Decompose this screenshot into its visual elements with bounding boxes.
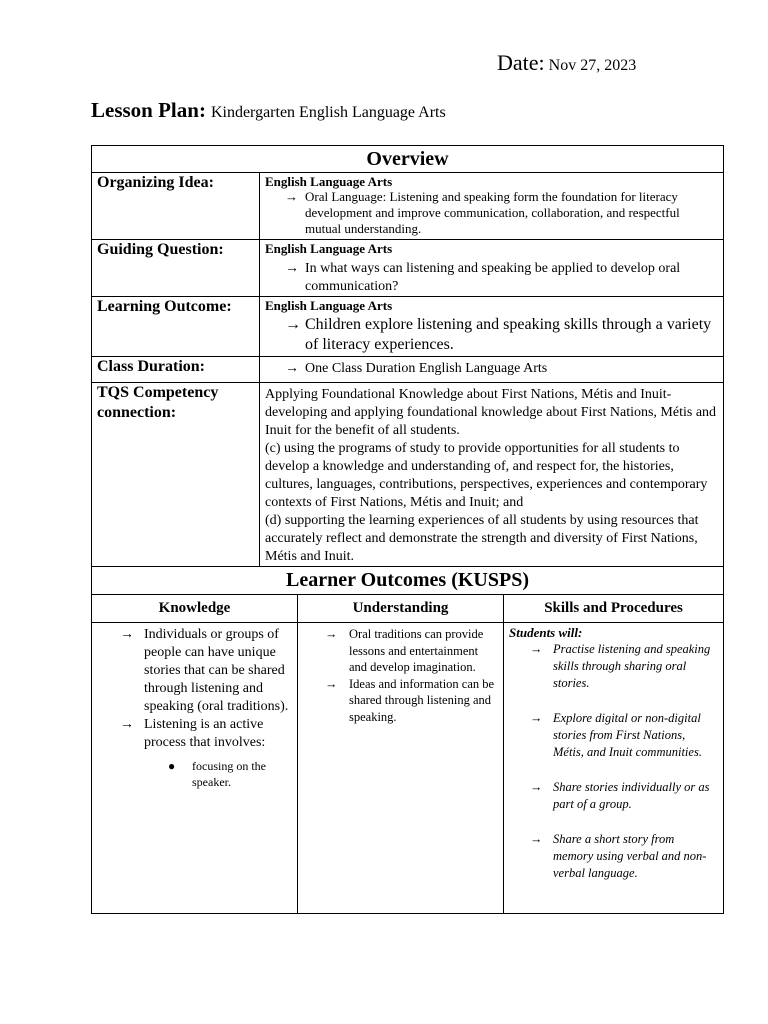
- lesson-plan-title: [91, 98, 446, 123]
- kusps-table: [91, 566, 724, 914]
- tqs-cell: [260, 383, 724, 567]
- kusps-heading: Learner Outcomes (KUSPS): [92, 567, 724, 595]
- students-will-label: Students will:: [509, 625, 583, 640]
- learning-outcome-subject: English Language Arts: [265, 298, 393, 313]
- list-item-text: Oral traditions can provide lessons and entertainment and develop imagination.: [349, 627, 484, 674]
- learning-outcome-item: [285, 315, 718, 355]
- learning-outcome-cell: [260, 297, 724, 357]
- list-item-text: Practise listening and speaking skills through sharing oral stories.: [553, 642, 711, 690]
- organizing-idea-item: [285, 189, 718, 237]
- list-item-text: Share a short story from memory using verbal and non-verbal language.: [553, 832, 707, 880]
- class-duration-item: [285, 360, 718, 378]
- arrow-icon: →: [530, 711, 543, 725]
- learning-outcome-label: Learning Outcome:: [92, 297, 260, 357]
- list-item-text: Ideas and information can be shared through listening and speaking.: [349, 676, 495, 724]
- tqs-label: TQS Competency connection:: [92, 383, 260, 567]
- skills-cell: [504, 623, 724, 914]
- arrow-icon: →: [285, 361, 299, 376]
- lesson-plan-label: Lesson Plan:: [91, 98, 206, 122]
- arrow-icon: →: [120, 717, 134, 732]
- organizing-idea-text: Oral Language: Listening and speaking form the foundation for literacy development and improve communication, collaboration, and respectful mutual understanding.: [305, 189, 680, 236]
- arrow-icon: →: [285, 189, 298, 204]
- list-item: [325, 676, 497, 726]
- lesson-plan-subject: Kindergarten English Language Arts: [210, 104, 446, 121]
- overview-table: [91, 145, 724, 567]
- bullet-icon: ●: [168, 759, 176, 773]
- class-duration-text: One Class Duration English Language Arts: [305, 361, 548, 376]
- understanding-cell: [298, 623, 504, 914]
- arrow-icon: →: [530, 832, 543, 846]
- guiding-question-cell: [260, 240, 724, 297]
- guiding-question-item: [285, 260, 718, 296]
- organizing-idea-subject: English Language Arts: [265, 174, 393, 189]
- arrow-icon: →: [285, 261, 299, 276]
- arrow-icon: →: [530, 642, 543, 656]
- list-item-text: Share stories individually or as part of a group.: [553, 780, 710, 811]
- date-line: [497, 50, 636, 76]
- list-item: [530, 779, 717, 813]
- date-label: Date:: [497, 50, 545, 75]
- list-item: [325, 626, 497, 676]
- organizing-idea-label: Organizing Idea:: [92, 173, 260, 240]
- tqs-paragraph: (d) supporting the learning experiences of all students by using resources that accurately reflect and demonstrate the strength and diversity of First Nations, Métis and Inuit.: [265, 513, 699, 564]
- list-item-text: Explore digital or non-digital stories from First Nations, Métis, and Inuit communities.: [553, 711, 702, 759]
- arrow-icon: →: [325, 627, 338, 641]
- guiding-question-subject: English Language Arts: [265, 241, 393, 256]
- arrow-icon: →: [120, 627, 134, 642]
- list-item: [120, 626, 291, 716]
- list-item: [530, 641, 717, 692]
- arrow-icon: →: [530, 780, 543, 794]
- learning-outcome-text: Children explore listening and speaking skills through a variety of literacy experiences.: [305, 316, 712, 353]
- tqs-paragraph: (c) using the programs of study to provide opportunities for all students to develop a knowledge and understanding of, and respect for, the histories, cultures, languages, contributions, perspectives, experiences and contemporary contexts of First Nations, Métis and Inuit; and: [265, 441, 708, 510]
- class-duration-label: Class Duration:: [92, 357, 260, 383]
- column-header-skills: Skills and Procedures: [504, 595, 724, 623]
- organizing-idea-cell: [260, 173, 724, 240]
- date-value: Nov 27, 2023: [548, 57, 637, 74]
- guiding-question-text: In what ways can listening and speaking be applied to develop oral communication?: [305, 261, 681, 294]
- knowledge-cell: [92, 623, 298, 914]
- list-item-text: Individuals or groups of people can have unique stories that can be shared through listening and speaking (oral traditions).: [144, 627, 289, 714]
- list-item: [530, 710, 717, 761]
- list-item-text: Listening is an active process that involves:: [144, 717, 266, 750]
- tqs-paragraph: Applying Foundational Knowledge about First Nations, Métis and Inuit- developing and applying foundational knowledge about First Nations, Métis and Inuit for the benefit of all students.: [265, 387, 717, 438]
- column-header-knowledge: Knowledge: [92, 595, 298, 623]
- class-duration-cell: [260, 357, 724, 383]
- arrow-icon: →: [285, 316, 301, 333]
- list-item: [120, 716, 291, 752]
- arrow-icon: →: [325, 676, 338, 691]
- guiding-question-label: Guiding Question:: [92, 240, 260, 297]
- overview-heading: Overview: [92, 146, 724, 173]
- bullet-item: [168, 758, 291, 790]
- bullet-text: focusing on the speaker.: [192, 759, 266, 789]
- list-item: [530, 831, 717, 882]
- column-header-understanding: Understanding: [298, 595, 504, 623]
